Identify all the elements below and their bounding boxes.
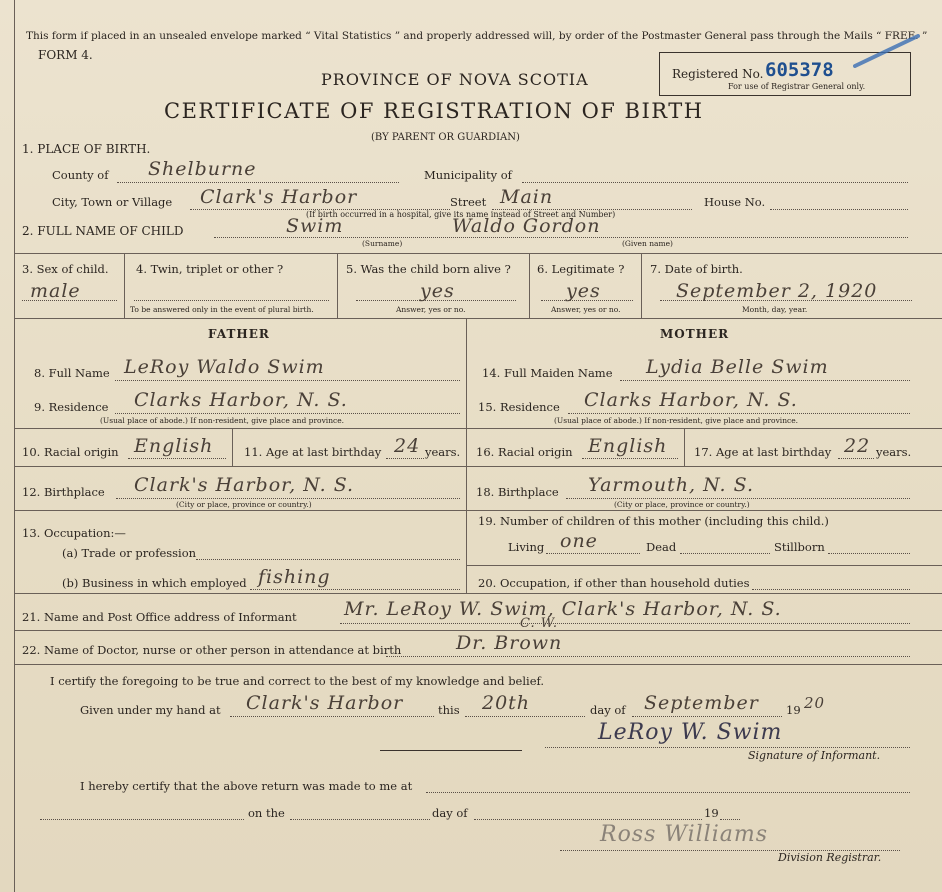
twin-label: 4. Twin, triplet or other ?: [136, 262, 284, 276]
dob-label: 7. Date of birth.: [650, 262, 743, 276]
mother-age-label: 17. Age at last birthday: [694, 445, 832, 459]
registrar-caption: Division Registrar.: [778, 851, 882, 864]
living-line: [546, 553, 640, 554]
municipality-label: Municipality of: [424, 168, 512, 182]
doctor-label: 22. Name of Doctor, nurse or other person in attendance at birth: [22, 643, 402, 657]
father-race-label: 10. Racial origin: [22, 445, 119, 459]
father-business: fishing: [258, 566, 331, 588]
father-birthplace-line: [116, 498, 460, 499]
given-caption: (Given name): [622, 239, 673, 248]
living-label: Living: [508, 540, 545, 554]
stillborn-line: [828, 553, 910, 554]
divider: [14, 510, 942, 511]
blue-check-mark: [850, 30, 925, 70]
divider: [529, 253, 530, 318]
place-of-birth-label: 1. PLACE OF BIRTH.: [22, 142, 151, 156]
registrar-text: I hereby certify that the above return was made to me at: [80, 779, 413, 793]
mother-race-label: 16. Racial origin: [476, 445, 573, 459]
divider: [14, 318, 942, 319]
mother-age-line: [838, 458, 874, 459]
dead-line: [680, 553, 770, 554]
father-name-label: 8. Full Name: [34, 366, 110, 380]
twin-note: To be answered only in the event of plural birth.: [130, 305, 314, 314]
sex-value: male: [30, 280, 81, 302]
registered-label: Registered No.: [672, 67, 764, 81]
living-value: one: [560, 530, 598, 552]
dob-note: Month, day, year.: [742, 305, 808, 314]
sex-label: 3. Sex of child.: [22, 262, 109, 276]
business-line: [250, 589, 460, 590]
divider: [337, 253, 338, 318]
father-residence-line: [115, 413, 460, 414]
father-residence-label: 9. Residence: [34, 400, 109, 414]
city-label: City, Town or Village: [52, 195, 173, 209]
divider: [380, 750, 522, 751]
mother-birthplace: Yarmouth, N. S.: [588, 474, 754, 496]
given-place-line: [230, 716, 434, 717]
trade-label: (a) Trade or profession: [62, 546, 197, 560]
province-heading: PROVINCE OF NOVA SCOTIA: [321, 70, 589, 89]
city-value: Clark's Harbor: [200, 186, 358, 208]
alive-value: yes: [420, 280, 455, 302]
divider: [641, 253, 642, 318]
father-residence-note: (Usual place of abode.) If non-resident, give place and province.: [100, 416, 345, 425]
mother-birthplace-line: [566, 498, 910, 499]
postal-note: This form if placed in an unsealed envelope marked “ Vital Statistics ” and properly addressed will, by order of the Postmaster General pass through the Mails “ FREE. ”: [26, 30, 928, 42]
twin-line: [134, 300, 329, 301]
cert-month: September: [644, 692, 759, 714]
children-count-label: 19. Number of children of this mother (including this child.): [478, 514, 829, 528]
this-label: this: [438, 703, 460, 717]
mother-race: English: [588, 435, 668, 457]
father-birthplace: Clark's Harbor, N. S.: [134, 474, 355, 496]
mother-birthplace-label: 18. Birthplace: [476, 485, 559, 499]
mother-years-label: years.: [876, 445, 912, 459]
registrar-month-line: [474, 819, 702, 820]
registrar-place-line-2: [40, 819, 244, 820]
father-age: 24: [394, 435, 421, 457]
alive-label: 5. Was the child born alive ?: [346, 262, 511, 276]
mother-residence-line: [568, 413, 910, 414]
signature-line: [545, 747, 910, 748]
father-residence: Clarks Harbor, N. S.: [134, 389, 348, 411]
divider: [14, 664, 942, 665]
mother-residence-label: 15. Residence: [478, 400, 560, 414]
legitimate-value: yes: [566, 280, 601, 302]
page-left-border: [14, 0, 15, 892]
given-place: Clark's Harbor: [246, 692, 404, 714]
divider: [14, 630, 942, 631]
page-title: CERTIFICATE OF REGISTRATION OF BIRTH: [164, 99, 704, 123]
divider: [14, 593, 942, 594]
father-name-line: [115, 380, 460, 381]
given-under-label: Given under my hand at: [80, 703, 221, 717]
mother-name-label: 14. Full Maiden Name: [482, 366, 613, 380]
form-number: FORM 4.: [38, 48, 93, 62]
county-label: County of: [52, 168, 109, 182]
surname-caption: (Surname): [362, 239, 403, 248]
house-label: House No.: [704, 195, 766, 209]
divider: [14, 428, 942, 429]
year-prefix-2: 19: [704, 806, 719, 820]
dob-value: September 2, 1920: [676, 280, 878, 302]
county-value: Shelburne: [148, 158, 257, 180]
year-prefix: 19: [786, 703, 801, 717]
dead-label: Dead: [646, 540, 677, 554]
father-birthplace-note: (City or place, province or country.): [176, 500, 312, 509]
mother-residence: Clarks Harbor, N. S.: [584, 389, 798, 411]
legitimate-label: 6. Legitimate ?: [537, 262, 625, 276]
registrar-year-line: [720, 819, 740, 820]
informant-label: 21. Name and Post Office address of Informant: [22, 610, 297, 624]
doctor-initials: C. W.: [520, 616, 558, 631]
legitimate-note: Answer, yes or no.: [551, 305, 621, 314]
child-name-line: [214, 237, 908, 238]
doctor-value: Dr. Brown: [456, 632, 563, 654]
month-line: [632, 716, 782, 717]
mother-age: 22: [844, 435, 871, 457]
registrar-use-note: For use of Registrar General only.: [728, 82, 866, 91]
business-label: (b) Business in which employed: [62, 576, 247, 590]
father-name: LeRoy Waldo Swim: [124, 356, 325, 378]
cert-year: 20: [804, 694, 826, 712]
divider: [124, 253, 125, 318]
subtitle: (BY PARENT OR GUARDIAN): [371, 132, 520, 143]
informant-signature: LeRoy W. Swim: [598, 720, 783, 745]
father-years-label: years.: [425, 445, 461, 459]
stillborn-label: Stillborn: [774, 540, 825, 554]
mother-name-line: [620, 380, 910, 381]
day-line: [465, 716, 585, 717]
signature-caption: Signature of Informant.: [748, 749, 881, 762]
registrar-place-line: [426, 792, 910, 793]
day-of-label-2: day of: [432, 806, 468, 820]
father-age-label: 11. Age at last birthday: [244, 445, 382, 459]
mother-residence-note: (Usual place of abode.) If non-resident, give place and province.: [554, 416, 799, 425]
mother-name: Lydia Belle Swim: [646, 356, 829, 378]
street-label: Street: [450, 195, 487, 209]
alive-note: Answer, yes or no.: [396, 305, 466, 314]
divider: [14, 253, 942, 254]
child-surname: Swim: [286, 215, 344, 237]
divider: [232, 428, 233, 466]
municipality-line: [522, 182, 908, 183]
divider: [14, 466, 942, 467]
mother-occupation-label: 20. Occupation, if other than household duties: [478, 576, 750, 590]
father-birthplace-label: 12. Birthplace: [22, 485, 105, 499]
trade-line: [196, 559, 460, 560]
divider: [466, 565, 942, 566]
registrar-signature: Ross Williams: [600, 822, 769, 847]
divider: [466, 318, 467, 593]
father-occupation-label: 13. Occupation:—: [22, 526, 126, 540]
registered-number: 605378: [765, 59, 834, 81]
mother-heading: MOTHER: [660, 327, 730, 341]
mother-occupation-line: [752, 589, 910, 590]
mother-birthplace-note: (City or place, province or country.): [614, 500, 750, 509]
certify-text: I certify the foregoing to be true and correct to the best of my knowledge and belief.: [50, 674, 545, 688]
mother-race-line: [582, 458, 678, 459]
street-value: Main: [500, 186, 554, 208]
informant-value: Mr. LeRoy W. Swim, Clark's Harbor, N. S.: [344, 598, 782, 620]
father-race: English: [134, 435, 214, 457]
hospital-note: (If birth occurred in a hospital, give its name instead of Street and Number): [306, 210, 616, 219]
county-line: [117, 182, 399, 183]
child-name-label: 2. FULL NAME OF CHILD: [22, 224, 184, 238]
house-line: [770, 209, 908, 210]
day-of-label: day of: [590, 703, 626, 717]
informant-line: [340, 623, 910, 624]
father-heading: FATHER: [208, 327, 270, 341]
registrar-day-line: [290, 819, 430, 820]
on-the-label: on the: [248, 806, 285, 820]
father-age-line: [386, 458, 424, 459]
child-given-name: Waldo Gordon: [452, 215, 601, 237]
father-race-line: [128, 458, 226, 459]
cert-day: 20th: [482, 692, 531, 714]
doctor-line: [386, 656, 910, 657]
divider: [684, 428, 685, 466]
